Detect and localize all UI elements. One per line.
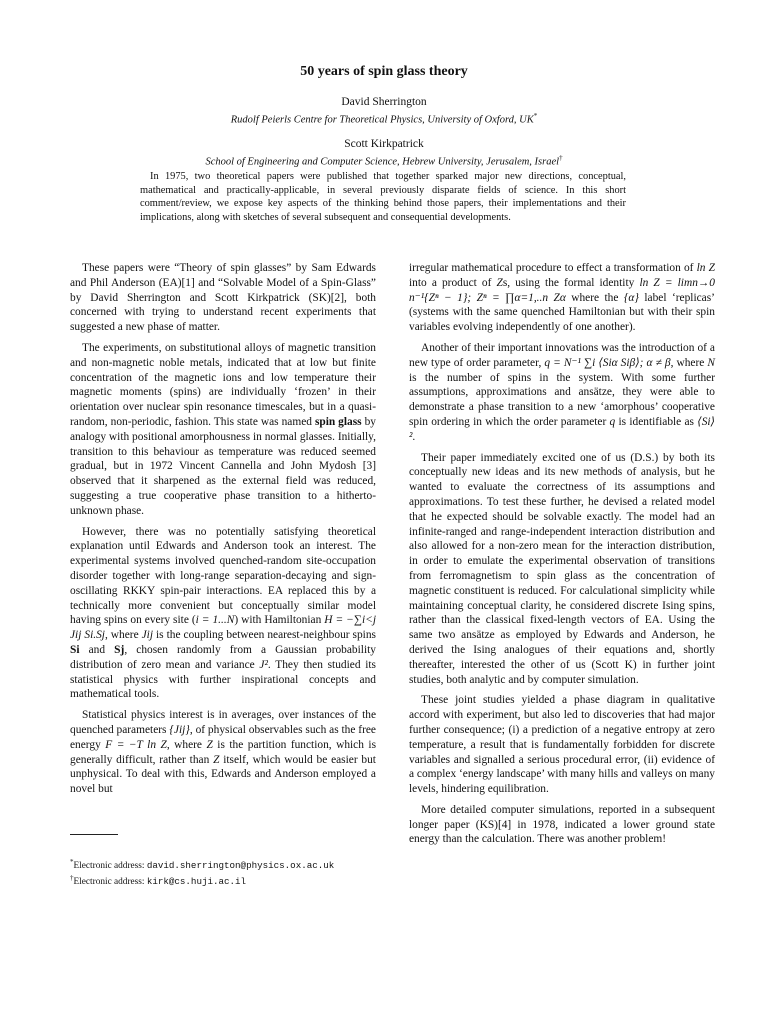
text-segment: , where <box>104 629 139 642</box>
text-segment: Statistical physics interest is in averages, over instances of the quenched parameters <box>70 709 376 736</box>
text-segment: , of physical observables such as the free energy <box>70 723 376 751</box>
paragraph-joint-studies: These joint studies yielded a phase diagram in qualitative accord with experiment, but also led to discoveries that had major further consequence; (i) a prediction of a negative entropy at zero temperature, a result that is fundamentally forbidden for discrete variables and signalled a serious procedural error, (ii) evidence of a complex ‘energy landscape’ with many hills and valleys on many levels, hindering equilibration. <box>409 694 715 796</box>
abstract: In 1975, two theoretical papers were published that together sparked major new directions, conceptual, mathematical and practically-applicable, in several previously disparate fields of science. In this short comment/review, we expose key aspects of the thinking behind those papers, their implementations and their implications, along with sketches of several subsequent and consequential developments. <box>140 171 626 224</box>
math-replica-identity: ln Z = limn→0 n⁻¹{Zⁿ − 1}; Zⁿ = ∏α=1,..n Zα <box>409 276 715 304</box>
text-segment: ) with Hamiltonian <box>234 614 322 627</box>
math-z: Z <box>206 738 213 751</box>
text-segment: and <box>88 643 106 656</box>
paragraph-simulations: More detailed computer simulations, reported in a subsequent longer paper (KS)[4] in 1978, indicated a lower ground state energy than the calculation. There was another problem! <box>409 803 715 846</box>
math-order-parameter: q = N⁻¹ ∑i ⟨Siα Siβ⟩; α ≠ β <box>544 356 671 369</box>
text-segment: The experiments, on substitutional alloys of magnetic transition and non-magnetic noble metals, indicated that at low but finite concentration of the magnetic ions and low temperature their magnetic moments (spins) are individually ‘frozen’ in their orientation over nuclear spin resonance timescales, but in a quasi-random, non-periodic, fashion. This state was named <box>70 341 376 428</box>
footnote-label: Electronic address: <box>73 877 145 888</box>
paragraph-statistical-physics <box>70 708 376 797</box>
text-segment: is identifiable as <box>618 415 694 428</box>
paragraph-ea-model <box>70 525 376 703</box>
text-segment: irregular mathematical procedure to effect a transformation of <box>409 262 694 274</box>
author-affiliation-2 <box>0 154 768 168</box>
math-hamiltonian: H = −∑i<j Jij Si.Sj <box>70 614 377 642</box>
math-spin-j: Sj <box>114 643 125 656</box>
footnotes <box>70 856 380 889</box>
paragraph-replicas <box>409 261 715 335</box>
paragraph-experiments <box>70 341 376 519</box>
math-lnz: ln Z <box>696 262 715 274</box>
math-params: {Jij} <box>169 723 190 736</box>
footnote-rule <box>70 834 118 835</box>
math-spin-i: Si <box>70 643 80 656</box>
affiliation-text-2: School of Engineering and Computer Science, Hebrew University, Jerusalem, Israel <box>205 156 560 168</box>
text-segment: s, using the formal identity <box>502 276 635 289</box>
text-segment: label ‘replicas’ (systems with the same quenched Hamiltonian but with their spin variables evolving independently of one another). <box>409 291 715 334</box>
footnote-2 <box>70 872 380 888</box>
text-segment: . <box>412 430 416 443</box>
footnote-1 <box>70 856 380 872</box>
math-coupling: Jij <box>141 629 154 642</box>
math-n: N <box>707 356 715 369</box>
paragraph-order-parameter <box>409 341 715 445</box>
footnote-mark: † <box>70 874 74 883</box>
text-segment: by analogy with positional amorphousness in normal glasses. Initially, transition to this behaviour as temperature was reduced seemed gradual, but in 1972 Vincent Cannella and John Mydosh [3] observed that it sharpened as the external field was reduced, suggesting a true cooperative phase transition to a hitherto-unknown phase. <box>70 415 376 517</box>
term-spin-glass: spin glass <box>314 415 362 428</box>
paragraph-intro: These papers were “Theory of spin glasses” by Sam Edwards and Phil Anderson (EA)[1] and “Solvable Model of a Spin-Glass” by David Sherrington and Scott Kirkpatrick (SK)[2], both concerned with trying to understand recent experiments that suggested a new phase of matter. <box>70 262 376 334</box>
math-q: q <box>609 415 616 428</box>
author-name-1: David Sherrington <box>341 96 427 108</box>
text-segment: , where <box>166 738 202 751</box>
text-segment: itself, which would be easier but unphysical. To deal with this, Edwards and Anderson employed a novel but <box>70 753 376 796</box>
paper-title: 50 years of spin glass theory <box>300 64 468 79</box>
text-segment: , where <box>670 356 705 369</box>
math-free-energy: F = −T ln Z <box>105 738 167 751</box>
math-variance: J² <box>259 658 268 671</box>
affiliation-mark-2: † <box>559 154 563 162</box>
math-si-squared: ⟨Si⟩² <box>409 415 715 443</box>
right-column <box>409 261 715 853</box>
text-segment: is the coupling between nearest-neighbour spins <box>156 629 376 642</box>
math-index-range: i = 1...N <box>195 614 235 627</box>
text-segment: where the <box>571 291 619 304</box>
author-affiliation-1 <box>0 112 768 126</box>
text-segment: . They then studied its statistical physics with further inspirational concepts and mathematical tools. <box>70 658 376 701</box>
email-link[interactable]: kirk@cs.huji.ac.il <box>146 876 247 888</box>
footnote-mark: * <box>70 858 74 866</box>
paragraph-sk-model: Their paper immediately excited one of us (D.S.) by both its conceptually new ideas and its new methods of analysis, but he wanted to evaluate the correctness of its assumptions and approximations. To test these further, he devised a related model that he expected should be solvable exactly. The model had an infinite-ranged and range-independent interaction distribution and also allowed for a non-zero mean for the interaction distribution, in order to emulate the experimental observation of transitions from ferromagnetism to spin glass as the concentration of magnetic constituent is reduced. For calculational simplicity while maintaining conceptual clarity, he considered discrete Ising spins, rather than the classical fixed-length vectors of EA. Using the same two ansätze as employed by Edwards and Anderson, he derived the Ising analogues of their equations and, shortly thereafter, interested the other of us (Scott K) in further joint studies, both analytic and by computer simulation. <box>409 451 715 686</box>
affiliation-text-1: Rudolf Peierls Centre for Theoretical Physics, University of Oxford, UK <box>230 114 534 126</box>
text-segment: Another of their important innovations was the introduction of a new type of order parameter, <box>409 341 715 369</box>
footnote-label: Electronic address: <box>73 861 145 872</box>
text-segment: However, there was no potentially satisfying theoretical explanation until Edwards and Anderson took an interest. The experimental systems involved quenched-random site-occupation disorder together with long-range separation-decaying and sign-oscillating RKKY spin-pair interactions. EA replaced this by a technically more convenient but conceptually similar model having spins on every site ( <box>70 525 376 627</box>
text-segment: is the partition function, which is generally difficult, rather than <box>70 738 377 766</box>
text-segment: into a product of <box>409 276 492 289</box>
left-column <box>70 261 376 803</box>
math-alpha-set: {α} <box>623 291 639 304</box>
affiliation-mark-1: * <box>533 112 538 120</box>
math-z: Z <box>496 276 503 289</box>
author-name-2: Scott Kirkpatrick <box>344 138 424 150</box>
math-z: Z <box>213 753 220 766</box>
text-segment: is the number of spins in the system. With some further assumptions, approximations and ansätze, they were able to demonstrate a phase transition to a new ‘amorphous’ cooperative spin ordering in which the order parameter <box>409 371 715 428</box>
email-link[interactable]: david.sherrington@physics.ox.ac.uk <box>146 860 335 872</box>
text-segment: , chosen randomly from a Gaussian probability distribution of zero mean and variance <box>70 643 376 671</box>
